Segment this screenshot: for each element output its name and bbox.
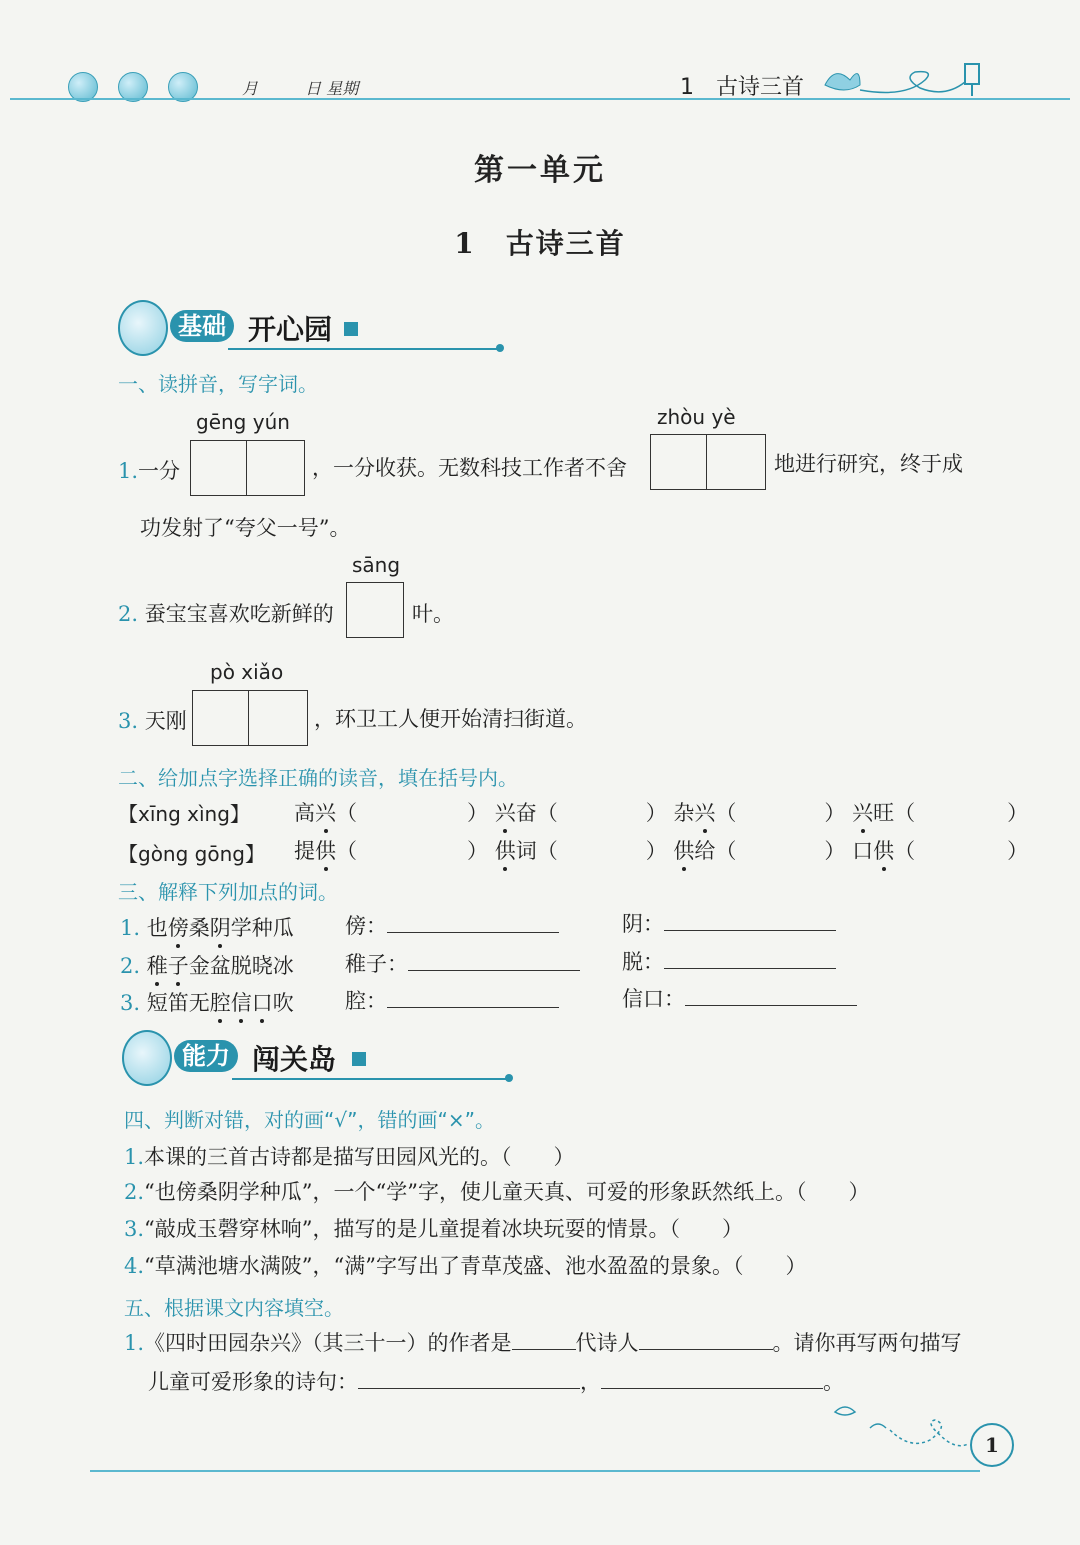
q1-item1-start: 1.一分 — [118, 459, 181, 483]
question-3-head: 三、解释下列加点的词。 — [118, 880, 338, 904]
footer-rule — [90, 1470, 980, 1472]
section-banner-basics — [118, 300, 518, 356]
q3-item2-k1: 稚子： — [345, 948, 580, 978]
q1-item1-mid: ，一分收获。无数科技工作者不舍 — [312, 456, 627, 480]
question-4-head: 四、判断对错，对的画“√”，错的画“×”。 — [124, 1108, 495, 1132]
square-icon — [344, 322, 358, 336]
q4-item4: 4.“草满池塘水满陂”，“满”字写出了青草茂盛、池水盈盈的景象。（ ） — [124, 1254, 807, 1278]
q3-item1-k2: 阴： — [622, 908, 836, 938]
q5-item1: 1.《四时田园杂兴》（其三十一）的作者是 代诗人 。请你再写两句描写 — [124, 1331, 962, 1355]
question-5-head: 五、根据课文内容填空。 — [124, 1296, 344, 1320]
page-number: 1 — [970, 1423, 1014, 1467]
write-box[interactable] — [346, 582, 404, 638]
pinyin: zhòu yè — [657, 405, 736, 429]
header-rule — [10, 98, 1070, 100]
unit-title: 第一单元 — [474, 153, 606, 188]
q5-item1-cont: 儿童可爱形象的诗句： ， 。 — [148, 1370, 844, 1394]
section-pill: 能力 — [174, 1040, 238, 1072]
q3-item1: 1. 也傍桑阴学种瓜 — [120, 912, 294, 942]
section-banner-ability — [122, 1030, 522, 1086]
bird-swirl-decoration-icon — [830, 1400, 970, 1460]
date-fields: 月 日 星期 — [200, 76, 400, 99]
q1-item2: 2. 蚕宝宝喜欢吃新鲜的 — [118, 602, 334, 626]
pinyin: pò xiǎo — [210, 660, 284, 684]
q1-item3: 3. 天刚 — [118, 709, 187, 733]
write-box[interactable] — [190, 440, 305, 496]
section-pill: 基础 — [170, 310, 234, 342]
q2-row1: 高兴（ ） 兴奋（ ） 杂兴（ ） 兴旺（ ） — [294, 797, 1028, 827]
q4-item1: 1.本课的三首古诗都是描写田园风光的。（ ） — [124, 1145, 575, 1169]
options-2: 【gòng gōng】 — [118, 842, 265, 866]
q1-item1-post: 地进行研究，终于成 — [774, 452, 963, 476]
feather-icon — [118, 300, 168, 356]
q3-item2-k2: 脱： — [622, 946, 836, 976]
q3-item3: 3. 短笛无腔信口吹 — [120, 987, 294, 1017]
q3-item2: 2. 稚子金盆脱晓冰 — [120, 950, 294, 980]
section-name: 闯关岛 — [252, 1043, 337, 1076]
write-box[interactable] — [192, 690, 308, 746]
q4-item2: 2.“也傍桑阴学种瓜”，一个“学”字，使儿童天真、可爱的形象跃然纸上。（ ） — [124, 1180, 870, 1204]
square-icon — [352, 1052, 366, 1066]
section-rule — [228, 348, 498, 350]
q1-item3-post: ，环卫工人便开始清扫街道。 — [314, 707, 587, 731]
question-2-head: 二、给加点字选择正确的读音，填在括号内。 — [118, 766, 518, 790]
butterfly-lamp-decoration-icon — [815, 60, 995, 100]
q3-item3-k2: 信口： — [622, 983, 857, 1013]
section-name: 开心园 — [248, 313, 333, 346]
options-1: 【xīng xìng】 — [118, 802, 250, 826]
question-1-head: 一、读拼音，写字词。 — [118, 372, 318, 396]
lesson-title: 1 古诗三首 — [454, 227, 626, 260]
q3-item3-k1: 腔： — [345, 985, 559, 1015]
feather-icon — [122, 1030, 172, 1086]
write-box[interactable] — [650, 434, 766, 490]
q1-item2-post: 叶。 — [412, 602, 454, 626]
rule-dot — [496, 344, 504, 352]
pinyin: sāng — [352, 553, 401, 577]
q1-item1-cont: 功发射了“夸父一号”。 — [140, 516, 351, 540]
header-lesson-ref: 1 古诗三首 — [680, 75, 804, 100]
q2-row2: 提供（ ） 供词（ ） 供给（ ） 口供（ ） — [294, 835, 1028, 865]
section-rule — [232, 1078, 507, 1080]
q4-item3: 3.“敲成玉磬穿林响”，描写的是儿童提着冰块玩耍的情景。（ ） — [124, 1217, 744, 1241]
q3-item1-k1: 傍： — [345, 910, 559, 940]
rule-dot — [505, 1074, 513, 1082]
pinyin: gēng yún — [196, 410, 290, 434]
